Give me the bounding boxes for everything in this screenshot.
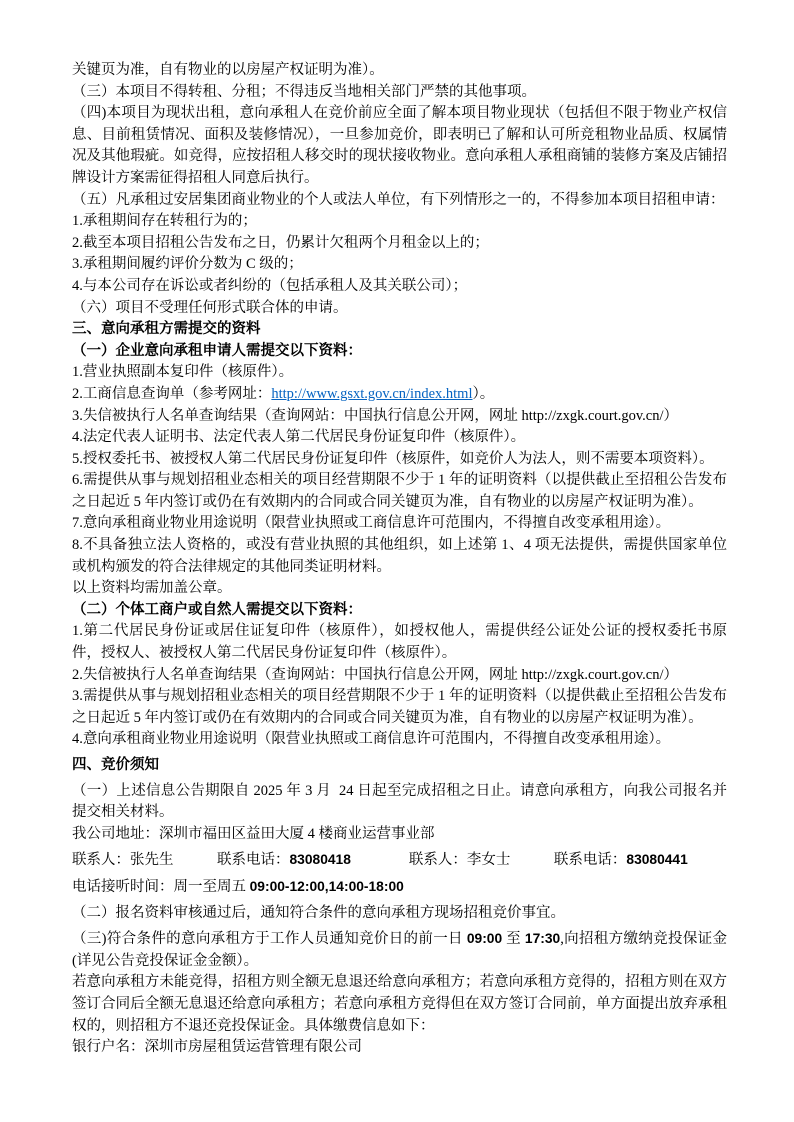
text-run: 四、竞价须知 <box>72 757 159 773</box>
text-run <box>351 852 409 868</box>
text-run: （六）项目不受理任何形式联合体的申请。 <box>72 299 348 316</box>
paragraph <box>72 254 727 276</box>
text-run: 关键页为准，自有物业的以房屋产权证明为准）。 <box>72 62 384 78</box>
numeric-run: 83080418 <box>289 852 351 868</box>
numeric-run: 83080441 <box>626 852 688 868</box>
paragraph <box>72 449 727 471</box>
paragraph <box>72 972 727 1037</box>
text-run: （五）凡承租过安居集团商业物业的个人或法人单位，有下列情形之一的，不得参加本项目招租申请： <box>72 191 725 208</box>
text-run: 至 <box>502 931 525 948</box>
hyperlink[interactable]: http://www.gsxt.gov.cn/index.html <box>271 385 473 402</box>
paragraph <box>72 513 727 535</box>
text-run: ,向招租方缴纳竞投保证金(详见公告竞投保证金金额）。 <box>72 931 728 969</box>
paragraph <box>72 298 727 320</box>
paragraph <box>72 1037 727 1059</box>
paragraph <box>72 190 727 212</box>
paragraph <box>72 535 727 578</box>
numeric-run: 17:30 <box>524 931 561 947</box>
text-run: （一）上述信息公告期限自 2025 年 3 月 24 日起至完成招租之日止。请意向承租方，向我公司报名并提交相关材料。 <box>72 782 727 821</box>
text-run: 电话接听时间：周一至周五 <box>72 878 250 895</box>
section-heading <box>72 319 727 341</box>
paragraph <box>72 103 727 189</box>
text-run: 联系电话： <box>553 852 627 869</box>
paragraph <box>72 60 727 82</box>
paragraph <box>72 729 727 751</box>
paragraph <box>72 665 727 687</box>
text-run: 2.工商信息查询单（参考网址： <box>72 385 272 402</box>
text-run: 2.截至本项目招租公告发布之日，仍累计欠租两个月租金以上的； <box>72 234 489 251</box>
text-run: 联系人：李女士 <box>408 852 511 869</box>
section-heading <box>72 755 727 777</box>
text-run: 3.需提供从事与规划招租业态相关的项目经营期限不少于 1 年的证明资料（以提供截止至招租公告发布之日起近 5 年内签订或仍在有效期内的合同或合同关键页为准，自有物业的以房屋产权证明为准）。 <box>72 688 727 726</box>
text-run: 7.意向承租商业物业用途说明（限营业执照或工商信息许可范围内，不得擅自改变承租用途）。 <box>72 515 671 532</box>
text-run: 联系电话： <box>217 852 290 869</box>
text-run: 1.承租期间存在转租行为的； <box>72 213 257 230</box>
text-run: 1.第二代居民身份证或居住证复印件（核原件），如授权他人，需提供经公证处公证的授权委托书原件，授权人、被授权人第二代居民身份证复印件（核原件）。 <box>72 623 727 662</box>
paragraph <box>72 876 727 899</box>
paragraph <box>72 362 727 384</box>
text-run: ）。 <box>472 385 495 402</box>
paragraph <box>72 621 727 664</box>
numeric-run: 09:00 <box>466 931 503 947</box>
text-run: 以上资料均需加盖公章。 <box>72 580 232 597</box>
text-run: 4.与本公司存在诉讼或者纠纷的（包括承租人及其关联公司）； <box>72 277 468 294</box>
text-run: 3.失信被执行人名单查询结果（查询网站：中国执行信息公开网，网址 http://zxgk.court.gov.cn/） <box>72 407 679 424</box>
paragraph <box>72 928 727 972</box>
paragraph <box>72 903 727 925</box>
paragraph <box>72 233 727 255</box>
text-run: （三）本项目不得转租、分租；不得违反当地相关部门严禁的其他事项。 <box>72 83 536 100</box>
text-run: 6.需提供从事与规划招租业态相关的项目经营期限不少于 1 年的证明资料（以提供截止至招租公告发布之日起近 5 年内签订或仍在有效期内的合同或合同关键页为准，自有物业的以房屋产权证明为准）。 <box>72 472 727 510</box>
text-run: 8.不具备独立法人资格的，或没有营业执照的其他组织，如上述第 1、4 项无法提供，需提供国家单位或机构颁发的符合法律规定的其他同类证明材料。 <box>72 537 727 575</box>
text-run: 3.承租期间履约评价分数为 C 级的； <box>72 256 303 273</box>
text-run: （一）企业意向承租申请人需提交以下资料： <box>72 342 362 359</box>
paragraph <box>72 578 727 600</box>
text-run: （二）个体工商户或自然人需提交以下资料： <box>72 601 362 618</box>
paragraph <box>72 781 727 824</box>
text-run: 4.法定代表人证明书、法定代表人第二代居民身份证复印件（核原件）。 <box>72 429 526 446</box>
paragraph <box>72 82 727 104</box>
text-run: 4.意向承租商业物业用途说明（限营业执照或工商信息许可范围内，不得擅自改变承租用途）。 <box>72 731 671 748</box>
text-run: 5.授权委托书、被授权人第二代居民身份证复印件（核原件，如竞价人为法人，则不需要本项资料）。 <box>72 450 714 467</box>
text-run: （二）报名资料审核通过后，通知符合条件的意向承租方现场招租竞价事宜。 <box>72 904 565 921</box>
paragraph <box>72 211 727 233</box>
paragraph <box>72 384 727 406</box>
text-run: 联系人：张先生 <box>72 852 174 869</box>
text-run: （四)本项目为现状出租，意向承租人在竞价前应全面了解本项目物业现状（包括但不限于物业产权信息、目前租赁情况、面积及装修情况），一旦参加竞价，即表明已了解和认可所竞租物业品质、权属情况及其他瑕疵。如竞得，应按招租人移交时的现状接收物业。意向承租人承租商铺的装修方案及店铺招牌设计方案需征得招租人同意后执行。 <box>72 105 727 186</box>
text-run: 若意向承租方未能竞得，招租方则全额无息退还给意向承租方；若意向承租方竞得的，招租方则在双方签订合同后全额无息退还给意向承租方；若意向承租方竞得但在双方签订合同前，单方面提出放弃承租权的，则招租方不退还竞投保证金。具体缴费信息如下： <box>72 974 727 1034</box>
text-run: （三)符合条件的意向承租方于工作人员通知竞价日的前一日 <box>72 931 467 948</box>
section-heading <box>72 341 727 363</box>
paragraph <box>72 427 727 449</box>
numeric-run: 09:00-12:00,14:00-18:00 <box>249 878 404 894</box>
text-run: 2.失信被执行人名单查询结果（查询网站：中国执行信息公开网，网址 http://zxgk.court.gov.cn/） <box>72 666 679 683</box>
text-run: 三、意向承租方需提交的资料 <box>72 321 261 338</box>
text-run <box>174 852 218 868</box>
text-run: 银行户名：深圳市房屋租赁运营管理有限公司 <box>72 1039 362 1056</box>
paragraph <box>72 406 727 428</box>
paragraph <box>72 276 727 298</box>
text-run: 1.营业执照副本复印件（核原件）。 <box>72 364 294 381</box>
text-run <box>510 852 554 868</box>
document-body <box>72 60 727 1059</box>
paragraph <box>72 824 727 846</box>
paragraph <box>72 470 727 513</box>
section-heading <box>72 600 727 622</box>
paragraph <box>72 849 727 872</box>
text-run: 我公司地址：深圳市福田区益田大厦 4 楼商业运营事业部 <box>72 825 435 842</box>
paragraph <box>72 686 727 729</box>
